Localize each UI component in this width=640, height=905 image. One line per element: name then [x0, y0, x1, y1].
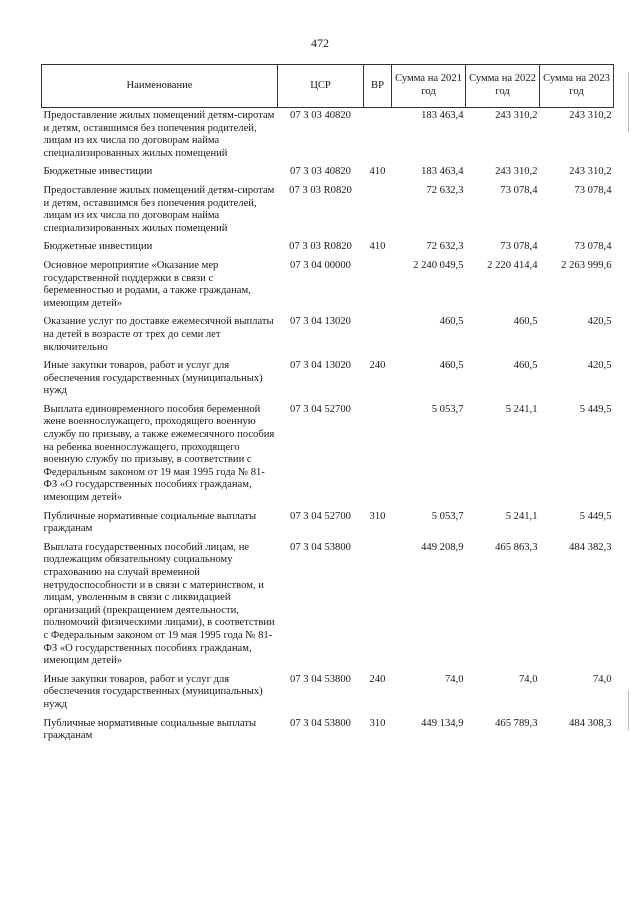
row-csr: 07 3 04 53800: [290, 541, 351, 553]
table-row: [42, 183, 614, 239]
row-vr: [364, 314, 392, 358]
row-sum-2022: 465 863,3: [495, 541, 538, 553]
row-name: Выплата единовременного пособия беременной жене военнослужащего, проходящего военную службу по призыву, а также ежемесячного пособия на ребенка военнослужащего, проходящего военную службу по призыву, в соответствии с Федеральным законом от 19 мая 1995 года № 81-ФЗ «О государственных пособиях гражданам, имеющим детей»: [43, 403, 275, 504]
row-sum-2021: 449 134,9: [421, 717, 464, 729]
column-header-name: Наименование: [42, 65, 278, 108]
row-sum-2022: 2 220 414,4: [487, 259, 538, 271]
row-sum-2023: 420,5: [587, 316, 612, 328]
row-sum-2022: 460,5: [513, 316, 538, 328]
row-vr: 310: [369, 717, 386, 729]
row-sum-2023: 243 310,2: [569, 110, 612, 121]
column-header-sum-2022: Сумма на 2022 год: [466, 65, 540, 108]
row-vr: [364, 540, 392, 672]
row-csr: 07 3 04 53800: [290, 673, 351, 685]
column-header-sum-2021: Сумма на 2021 год: [392, 65, 466, 108]
row-sum-2022: 5 241,1: [505, 510, 538, 522]
table-row: [42, 716, 614, 747]
column-header-vr: ВР: [364, 65, 392, 108]
row-vr: 410: [369, 241, 386, 253]
row-csr: 07 3 04 00000: [290, 259, 351, 271]
row-name: Предоставление жилых помещений детям-сиротам и детям, оставшимся без попечения родителей, лицам из их числа по договорам найма специализированных жилых помещений: [43, 110, 275, 159]
row-sum-2021: 460,5: [439, 316, 464, 328]
row-sum-2022: 74,0: [518, 673, 538, 685]
row-sum-2021: 72 632,3: [426, 184, 464, 196]
row-sum-2023: 420,5: [587, 360, 612, 372]
row-sum-2023: 5 449,5: [579, 510, 612, 522]
row-sum-2021: 5 053,7: [431, 510, 464, 522]
row-name: Публичные нормативные социальные выплаты гражданам: [43, 717, 257, 742]
table-row: [42, 239, 614, 258]
row-sum-2021: 449 208,9: [421, 541, 464, 553]
row-sum-2022: 5 241,1: [505, 403, 538, 415]
row-name: Бюджетные инвестиции: [43, 241, 153, 253]
table-row: [42, 509, 614, 540]
row-sum-2023: 74,0: [592, 673, 612, 685]
row-vr: [364, 258, 392, 314]
scan-margin-mark: [628, 690, 629, 730]
column-header-sum-2023: Сумма на 2023 год: [540, 65, 614, 108]
row-sum-2021: 2 240 049,5: [413, 259, 464, 271]
row-csr: 07 3 03 40820: [290, 166, 351, 178]
row-csr: 07 3 04 53800: [290, 717, 351, 729]
row-sum-2022: 460,5: [513, 360, 538, 372]
row-sum-2023: 5 449,5: [579, 403, 612, 415]
row-vr: 240: [369, 673, 386, 685]
row-sum-2023: 73 078,4: [574, 184, 612, 196]
row-sum-2021: 5 053,7: [431, 403, 464, 415]
row-sum-2023: 2 263 999,6: [561, 259, 612, 271]
row-name: Предоставление жилых помещений детям-сиротам и детям, оставшимся без попечения родителей, лицам из их числа по договорам найма специализированных жилых помещений: [43, 184, 275, 234]
row-vr: [364, 183, 392, 239]
table-body: [42, 108, 614, 747]
row-sum-2021: 72 632,3: [426, 241, 464, 253]
row-name: Основное мероприятие «Оказание мер государственной поддержки в связи с беременностью и родами, а также гражданам, имеющим детей»: [43, 259, 251, 309]
row-name: Бюджетные инвестиции: [43, 166, 153, 178]
row-sum-2021: 460,5: [439, 360, 464, 372]
row-vr: 310: [369, 510, 386, 522]
row-sum-2023: 243 310,2: [569, 166, 612, 178]
table-row: [42, 258, 614, 314]
row-vr: [364, 108, 392, 165]
table-row: [42, 672, 614, 716]
row-csr: 07 3 04 52700: [290, 510, 351, 522]
row-sum-2023: 484 308,3: [569, 717, 612, 729]
row-csr: 07 3 03 R0820: [289, 184, 352, 196]
row-sum-2023: 73 078,4: [574, 241, 612, 253]
row-sum-2022: 243 310,2: [495, 110, 538, 121]
row-name: Иные закупки товаров, работ и услуг для обеспечения государственных (муниципальных) нужд: [43, 360, 263, 397]
row-sum-2022: 73 078,4: [500, 184, 538, 196]
row-sum-2023: 484 382,3: [569, 541, 612, 553]
row-sum-2021: 183 463,4: [421, 166, 464, 178]
scan-margin-mark: [628, 72, 629, 132]
table-row: [42, 540, 614, 672]
row-vr: 410: [369, 166, 386, 178]
row-csr: 07 3 04 13020: [290, 360, 351, 372]
row-sum-2021: 74,0: [444, 673, 464, 685]
row-csr: 07 3 03 40820: [290, 110, 351, 121]
row-name: Публичные нормативные социальные выплаты гражданам: [43, 510, 257, 535]
table-row: [42, 402, 614, 509]
row-sum-2022: 465 789,3: [495, 717, 538, 729]
table-row: [42, 358, 614, 402]
column-header-csr: ЦСР: [278, 65, 364, 108]
row-name: Оказание услуг по доставке ежемесячной выплаты на детей в возрасте от трех до семи лет включительно: [43, 316, 274, 353]
row-csr: 07 3 04 52700: [290, 403, 351, 415]
table-header-row: [42, 65, 614, 108]
row-name: Иные закупки товаров, работ и услуг для обеспечения государственных (муниципальных) нужд: [43, 673, 263, 710]
row-sum-2022: 73 078,4: [500, 241, 538, 253]
row-csr: 07 3 03 R0820: [289, 241, 352, 253]
row-sum-2022: 243 310,2: [495, 166, 538, 178]
row-name: Выплата государственных пособий лицам, не подлежащим обязательному социальному страхованию на случай временной нетрудоспособности и в связи с материнством, и лицам, уволенным в связи с ликвидацией организаций (прекращением деятельности, полномочий физическими лицами), в соответствии с Федеральным законом от 19 мая 1995 года № 81-ФЗ «О государственных пособиях гражданам, имеющим детей»: [43, 541, 275, 667]
budget-table: [41, 64, 614, 747]
row-vr: 240: [369, 360, 386, 372]
table-row: [42, 108, 614, 165]
row-sum-2021: 183 463,4: [421, 110, 464, 121]
page-number: 472: [311, 36, 329, 50]
table-row: [42, 314, 614, 358]
table-row: [42, 164, 614, 183]
row-csr: 07 3 04 13020: [290, 316, 351, 328]
row-vr: [364, 402, 392, 509]
